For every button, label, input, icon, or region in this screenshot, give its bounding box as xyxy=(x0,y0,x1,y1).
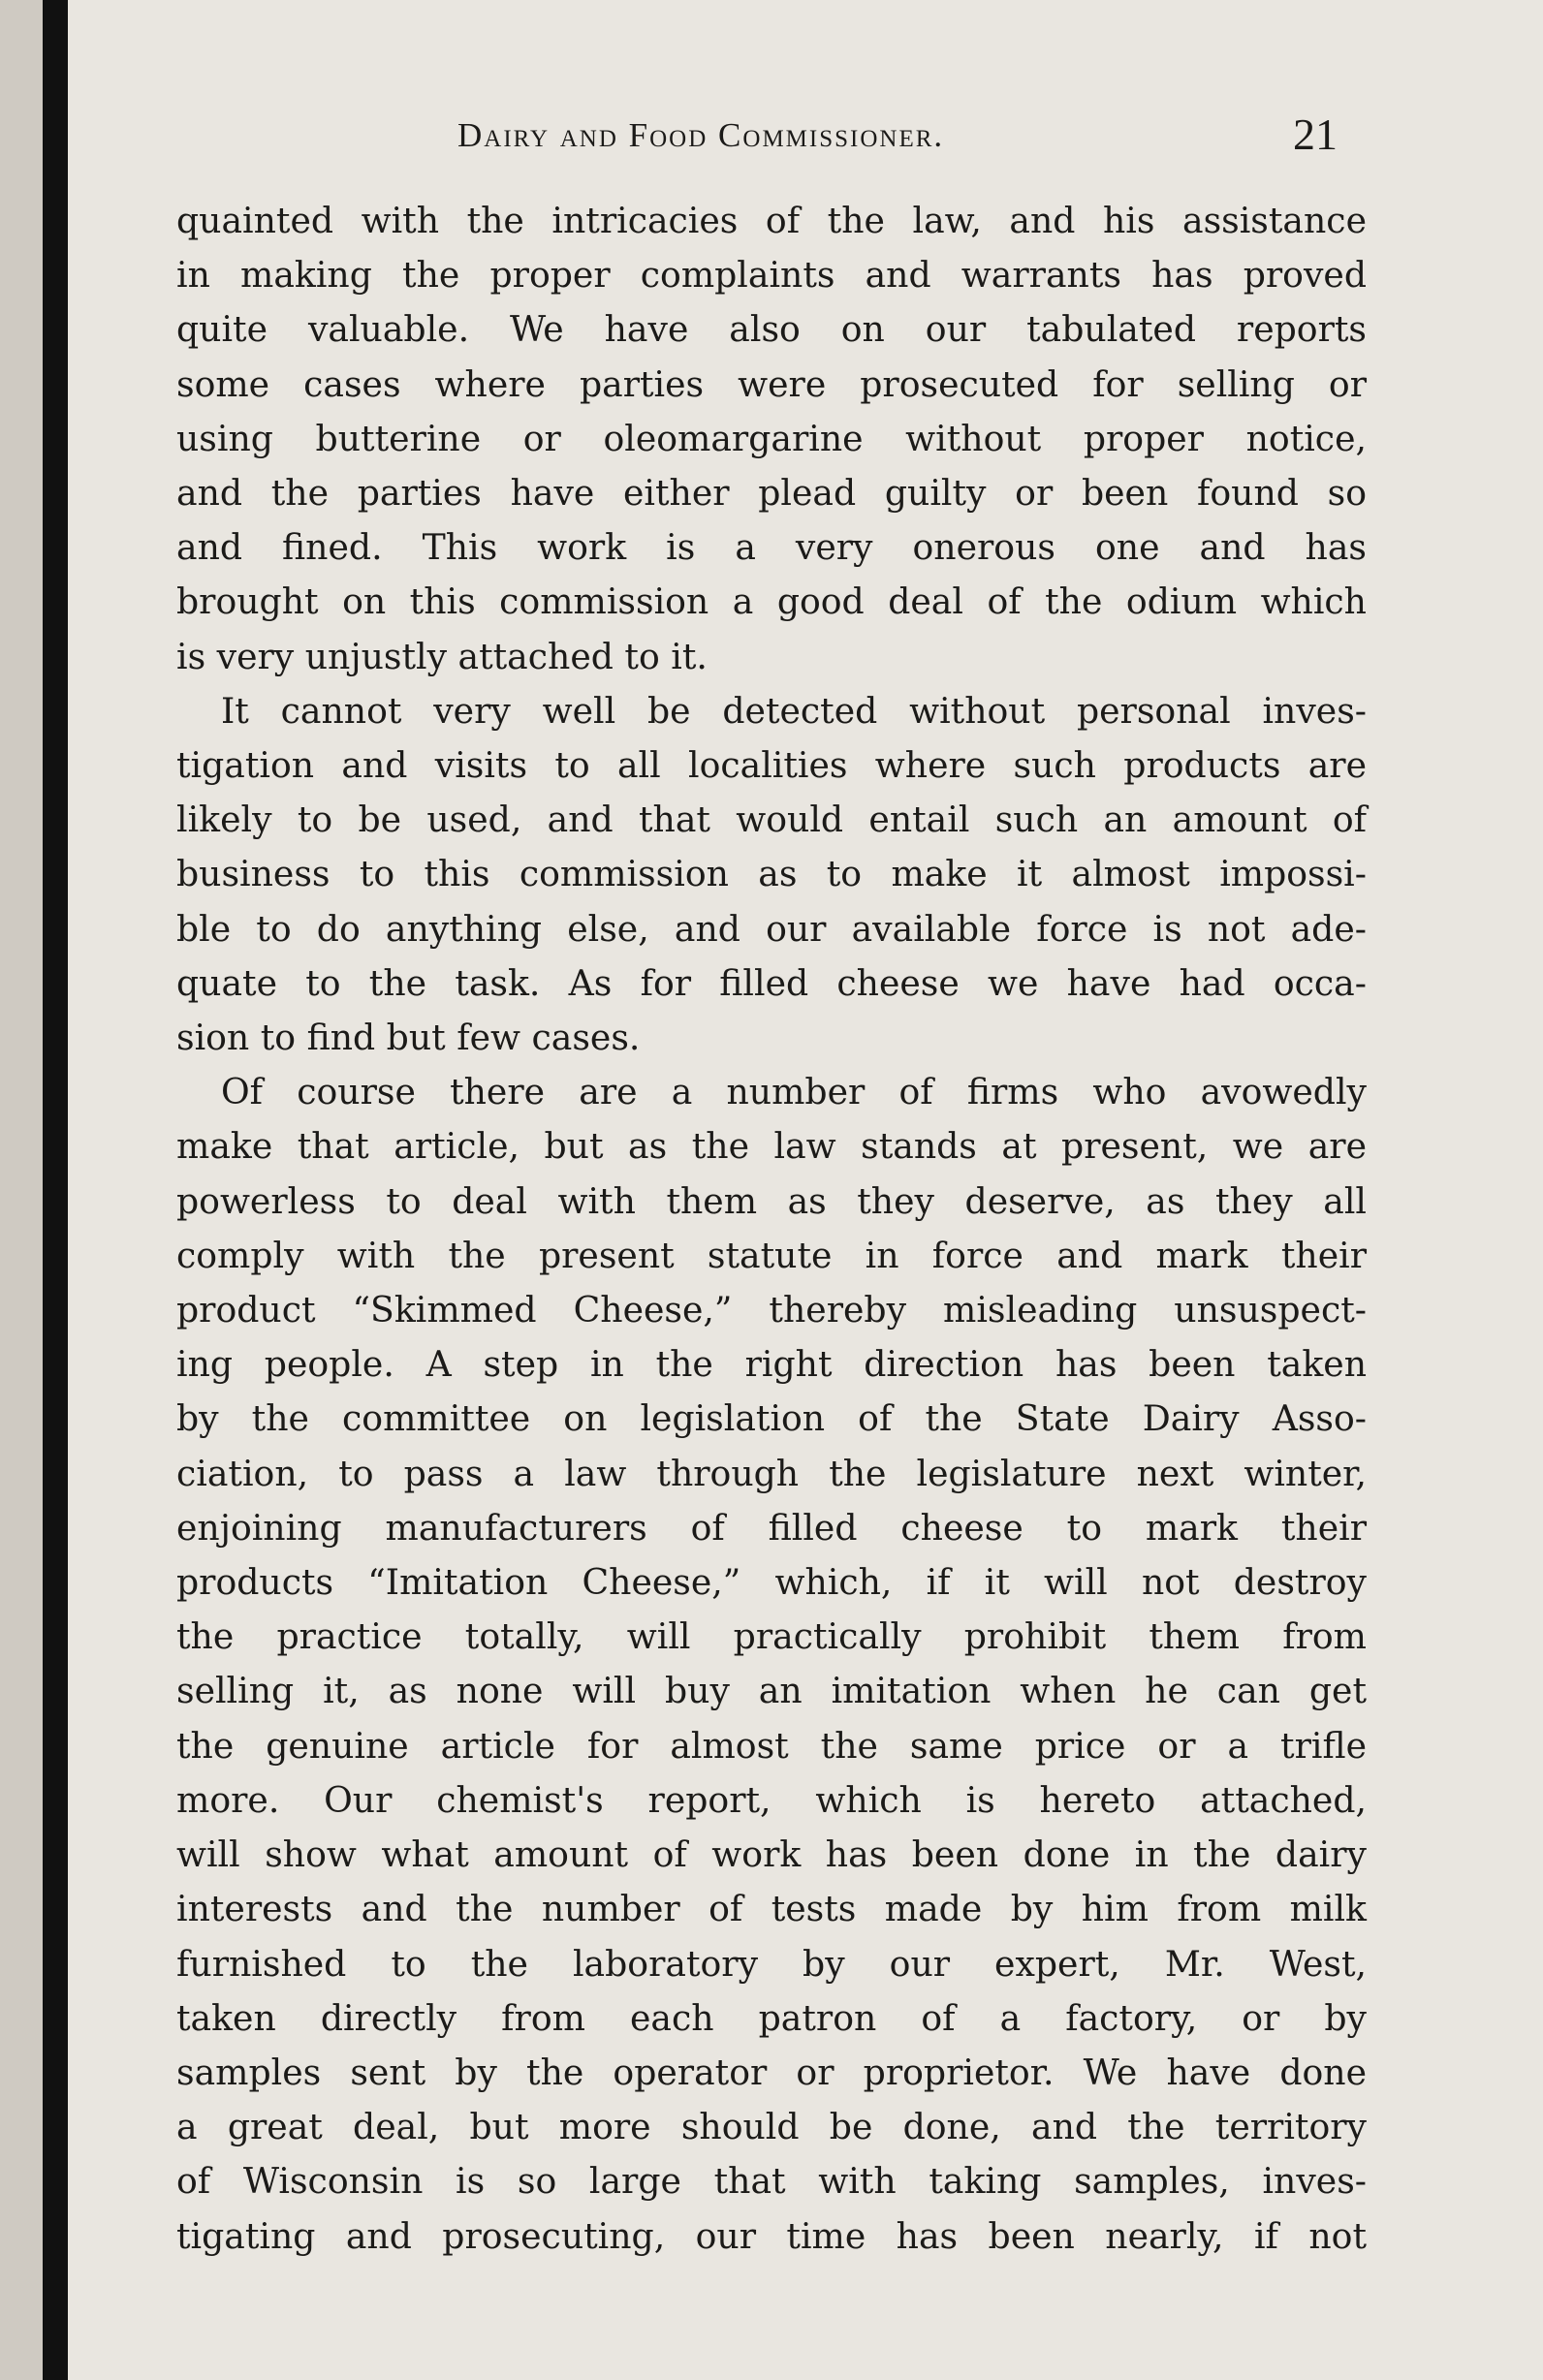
text-line: product “Skimmed Cheese,” thereby misleading unsuspect- xyxy=(176,1289,1367,1331)
text-line: ciation, to pass a law through the legislature next winter, xyxy=(176,1452,1367,1494)
text-line: the genuine article for almost the same price or a trifle xyxy=(176,1724,1367,1767)
text-line: taken directly from each patron of a factory, or by xyxy=(176,1996,1367,2039)
page-number: 21 xyxy=(1293,110,1338,159)
text-line: quite valuable. We have also on our tabulated reports xyxy=(176,308,1367,351)
text-line: business to this commission as to make it almost impossi- xyxy=(176,853,1367,895)
paragraph-1 xyxy=(176,194,1367,684)
text-line: ble to do anything else, and our available force is not ade- xyxy=(176,907,1367,950)
text-line: sion to find but few cases. xyxy=(176,1017,641,1059)
page-spine-edge xyxy=(0,0,43,2380)
book-page xyxy=(176,110,1367,2264)
text-line: samples sent by the operator or proprietor. We have done xyxy=(176,2051,1367,2093)
text-line: tigating and prosecuting, our time has been nearly, if not xyxy=(176,2214,1367,2257)
text-line: enjoining manufacturers of filled cheese to mark their xyxy=(176,1506,1367,1549)
paragraph-2 xyxy=(176,684,1367,1065)
text-line: the practice totally, will practically prohibit them from xyxy=(176,1615,1367,1658)
text-line: will show what amount of work has been done in the dairy xyxy=(176,1833,1367,1876)
text-line: comply with the present statute in force and mark their xyxy=(176,1234,1367,1276)
text-line: more. Our chemist's report, which is hereto attached, xyxy=(176,1778,1367,1821)
text-line: quainted with the intricacies of the law, and his assistance xyxy=(176,200,1367,241)
text-line: products “Imitation Cheese,” which, if it will not destroy xyxy=(176,1561,1367,1604)
binding-shadow xyxy=(43,0,68,2380)
text-line: in making the proper complaints and warrants has proved xyxy=(176,254,1367,297)
text-line: It cannot very well be detected without personal inves- xyxy=(221,689,1367,732)
text-line: by the committee on legislation of the State Dairy Asso- xyxy=(176,1397,1367,1440)
text-line: a great deal, but more should be done, and the territory xyxy=(176,2106,1367,2148)
text-line: tigation and visits to all localities where such products are xyxy=(176,744,1367,787)
text-line: furnished to the laboratory by our expert, Mr. West, xyxy=(176,1942,1367,1985)
text-line: using butterine or oleomargarine without proper notice, xyxy=(176,417,1367,459)
text-line: of Wisconsin is so large that with taking samples, inves- xyxy=(176,2160,1367,2203)
text-line: some cases where parties were prosecuted for selling or xyxy=(176,362,1367,405)
text-line: and fined. This work is a very onerous one and has xyxy=(176,526,1367,569)
text-line: ing people. A step in the right direction has been taken xyxy=(176,1343,1367,1386)
running-title: Dairy and Food Commissioner. xyxy=(457,116,945,154)
text-line: is very unjustly attached to it. xyxy=(176,635,708,677)
text-line: interests and the number of tests made by him from milk xyxy=(176,1888,1367,1930)
paragraph-3 xyxy=(176,1065,1367,2263)
text-line: brought on this commission a good deal of the odium which xyxy=(176,580,1367,623)
text-line: quate to the task. As for filled cheese we have had occa- xyxy=(176,961,1367,1004)
text-line: powerless to deal with them as they deserve, as they all xyxy=(176,1179,1367,1222)
body-text xyxy=(176,194,1367,2264)
text-line: Of course there are a number of firms who avowedly xyxy=(221,1071,1367,1113)
text-line: selling it, as none will buy an imitation when he can get xyxy=(176,1670,1367,1712)
running-head xyxy=(176,110,1367,194)
text-line: likely to be used, and that would entail such an amount of xyxy=(176,799,1367,841)
text-line: and the parties have either plead guilty or been found so xyxy=(176,472,1367,515)
text-line: make that article, but as the law stands at present, we are xyxy=(176,1125,1367,1168)
